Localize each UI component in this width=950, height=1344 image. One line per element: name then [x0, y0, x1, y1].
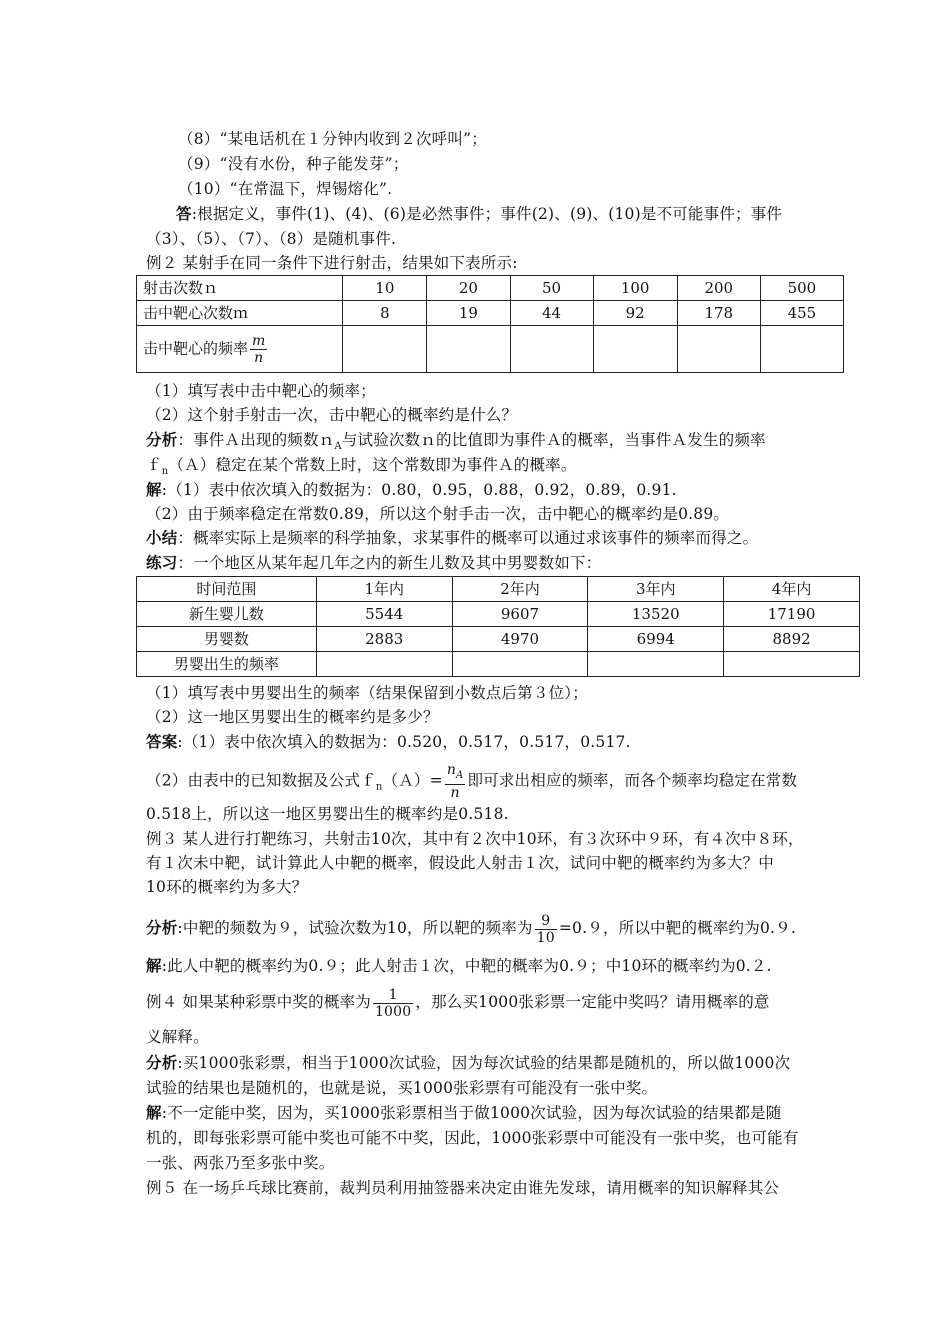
shots-cell: 500 [760, 276, 843, 301]
births-table [136, 576, 860, 677]
row-label-hits: 击中靶心次数ｍ [137, 301, 343, 326]
answer-line-2: （3）、（5）、（7）、（8）是随机事件. [146, 230, 397, 248]
solution-text: :不一定能中奖，因为，买1000张彩票相当于做1000次试验，因为每次试验的结果都是随 [161, 1104, 782, 1122]
fraction-denominator: 10 [536, 929, 555, 946]
subscript: n [161, 466, 169, 478]
table-row [137, 301, 844, 326]
row-label-shots: 射击次数ｎ [137, 276, 343, 301]
answer-label: 答 [176, 204, 192, 223]
row-label-births: 新生婴儿数 [137, 602, 317, 627]
solution-label: 解 [146, 1103, 162, 1122]
empty-cell [593, 326, 677, 373]
fraction-numerator: 9 [535, 913, 557, 930]
practice-answer-line-2 [146, 762, 797, 806]
row-label-boy-frequency: 男婴出生的频率 [137, 652, 317, 677]
example-text: 例４ 如果某种彩票中奖的概率为 [146, 993, 371, 1011]
answer-text: 即可求出相应的频率，而各个频率均稳定在常数 [467, 771, 798, 790]
births-cell: 13520 [588, 602, 724, 627]
practice-question-1: （1）填写表中男婴出生的频率（结果保留到小数点后第３位）； [146, 684, 588, 702]
answer-line-1 [176, 203, 782, 225]
boys-cell: 4970 [452, 627, 588, 652]
analysis-text: :买1000张彩票，相当于1000次试验，因为每次试验的结果都是随机的，所以做1000次 [177, 1054, 791, 1072]
solution-label: 解 [146, 480, 162, 499]
practice-label: 练习 [146, 553, 178, 572]
fraction-numerator: m [252, 332, 266, 349]
empty-cell [677, 326, 760, 373]
analysis-text: 与试验次数ｎ的比值即为事件Ａ的概率，当事件Ａ发生的频率 [341, 431, 766, 449]
ex4-solution-line-3: 一张、两张乃至多张中奖。 [146, 1154, 335, 1172]
empty-cell [316, 652, 452, 677]
empty-cell [427, 326, 510, 373]
solution-text: :此人中靶的概率约为0.９；此人射击１次，中靶的概率为0.９；中10环的概率约为0.２. [161, 957, 772, 975]
analysis-text: ：事件Ａ出现的频数ｎ [177, 431, 335, 449]
ex4-solution-line-1 [146, 1102, 781, 1124]
ex4-solution-line-2: 机的，即每张彩票可能中奖也可能不中奖，因此，1000张彩票中可能没有一张中奖，也可能有 [146, 1129, 799, 1147]
fraction-numerator: 1 [373, 987, 413, 1004]
analysis-text: :中靶的频数为９，试验次数为10，所以靶的频率为 [177, 919, 533, 937]
boys-cell: 8892 [724, 627, 860, 652]
item-10: （10）“在常温下，焊锡熔化”. [178, 180, 393, 198]
subscript: n [375, 781, 383, 793]
shots-cell: 100 [593, 276, 677, 301]
example-3-line-1: 例３ 某人进行打靶练习，共射击10次，其中有２次中10环，有３次环中９环，有４次中８环， [146, 830, 804, 848]
ex3-solution-line [146, 955, 772, 977]
header-time-range: 时间范围 [137, 577, 317, 602]
analysis-label: 分析 [146, 918, 178, 937]
empty-cell [588, 652, 724, 677]
hits-cell: 19 [427, 301, 510, 326]
practice-text: ：一个地区从某年起几年之内的新生儿数及其中男婴数如下： [177, 554, 602, 572]
fraction-denominator: n [450, 784, 460, 801]
hits-cell: 8 [343, 301, 427, 326]
hits-cell: 44 [510, 301, 593, 326]
numerator-n: n [446, 762, 457, 778]
empty-cell [760, 326, 843, 373]
analysis-label: 分析 [146, 1053, 178, 1072]
answer-text-1: :根据定义，事件(1)、(4)、(6)是必然事件；事件(2)、(9)、(10)是不可能事件；事件 [191, 205, 783, 223]
analysis-label: 分析 [146, 430, 178, 449]
solution-label: 解 [146, 956, 162, 975]
nine-over-ten-fraction [535, 913, 557, 946]
column-header: 3年内 [588, 577, 724, 602]
example-4-line-2: 义解释。 [146, 1028, 209, 1046]
one-over-thousand-fraction [373, 987, 413, 1020]
boys-cell: 2883 [316, 627, 452, 652]
boys-cell: 6994 [588, 627, 724, 652]
summary-line [146, 527, 758, 549]
solution-text: :（1）表中依次填入的数据为：0.80，0.95，0.88，0.92，0.89，0.91. [161, 481, 677, 499]
ex4-analysis-line-2: 试验的结果也是随机的，也就是说，买1000张彩票有可能没有一张中奖。 [146, 1079, 658, 1097]
nA-over-n-fraction [445, 762, 466, 801]
subscript: A [334, 441, 342, 453]
row-label-frequency [137, 326, 343, 373]
ex2-solution-line-2: （2）由于频率稳定在常数0.89，所以这个射手击一次，击中靶心的概率约是0.89。 [146, 505, 730, 523]
ex2-solution-line-1 [146, 479, 677, 501]
hits-cell: 92 [593, 301, 677, 326]
fraction-denominator: n [254, 349, 264, 366]
frequency-label-text: 击中靶心的频率 [143, 339, 249, 357]
example-text: ，那么买1000张彩票一定能中奖吗？请用概率的意 [415, 993, 770, 1011]
shots-cell: 200 [677, 276, 760, 301]
empty-cell [343, 326, 427, 373]
hits-cell: 178 [677, 301, 760, 326]
practice-question-2: （2）这一地区男婴出生的概率约是多少？ [146, 708, 439, 726]
answer-text: （Ａ）= [382, 771, 443, 790]
example-3-line-2: 有１次未中靶，试计算此人中靶的概率，假设此人射击１次，试问中靶的概率约为多大？中 [146, 854, 775, 872]
shots-cell: 10 [343, 276, 427, 301]
empty-cell [510, 326, 593, 373]
analysis-text: ｆ [146, 456, 162, 474]
births-cell: 17190 [724, 602, 860, 627]
column-header: 1年内 [316, 577, 452, 602]
shots-cell: 50 [510, 276, 593, 301]
analysis-text: （Ａ）稳定在某个常数上时，这个常数即为事件Ａ的概率。 [168, 456, 577, 474]
table-row [137, 326, 844, 373]
subscript: A [456, 769, 464, 781]
table-row [137, 602, 860, 627]
example-3-line-3: 10环的概率约为多大？ [146, 878, 308, 896]
example-2-intro: 例２ 某射手在同一条件下进行射击，结果如下表所示: [146, 254, 518, 272]
ex2-question-2: （2）这个射手射击一次，击中靶心的概率约是什么？ [146, 406, 518, 424]
example-4-line-1 [146, 982, 770, 1022]
table-row [137, 577, 860, 602]
fraction-denominator: 1000 [374, 1003, 412, 1020]
analysis-text: =0.９，所以中靶的概率约为0.９. [558, 919, 796, 937]
column-header: 4年内 [724, 577, 860, 602]
practice-answer-line-3: 0.518上，所以这一地区男婴出生的概率约是0.518. [146, 805, 509, 823]
shooting-table [136, 275, 844, 373]
table-row [137, 627, 860, 652]
row-label-boys: 男婴数 [137, 627, 317, 652]
practice-line [146, 552, 601, 574]
summary-text: ：概率实际上是频率的科学抽象，求某事件的概率可以通过求该事件的频率而得之。 [177, 529, 759, 547]
summary-label: 小结 [146, 528, 178, 547]
ex4-analysis-line-1 [146, 1052, 790, 1074]
empty-cell [724, 652, 860, 677]
practice-answer-line-1 [146, 731, 631, 753]
births-cell: 9607 [452, 602, 588, 627]
example-5-line-1: 例５ 在一场乒乓球比赛前，裁判员利用抽签器来决定由谁先发球，请用概率的知识解释其公 [146, 1179, 780, 1197]
births-cell: 5544 [316, 602, 452, 627]
ex3-analysis-line [146, 908, 796, 948]
item-8: （8）“某电话机在１分钟内收到２次呼叫”； [178, 130, 487, 148]
table-row [137, 652, 860, 677]
shots-cell: 20 [427, 276, 510, 301]
answer-text: :（1）表中依次填入的数据为：0.520，0.517，0.517，0.517. [177, 733, 631, 751]
item-9: （9）“没有水份，种子能发芽”； [178, 155, 409, 173]
empty-cell [452, 652, 588, 677]
hits-cell: 455 [760, 301, 843, 326]
m-over-n-fraction [250, 333, 267, 366]
fraction-numerator [445, 762, 466, 785]
answer-text: （2）由表中的已知数据及公式ｆ [146, 771, 376, 790]
answer-label: 答案 [146, 732, 178, 751]
table-row [137, 276, 844, 301]
ex2-question-1: （1）填写表中击中靶心的频率； [146, 382, 376, 400]
column-header: 2年内 [452, 577, 588, 602]
